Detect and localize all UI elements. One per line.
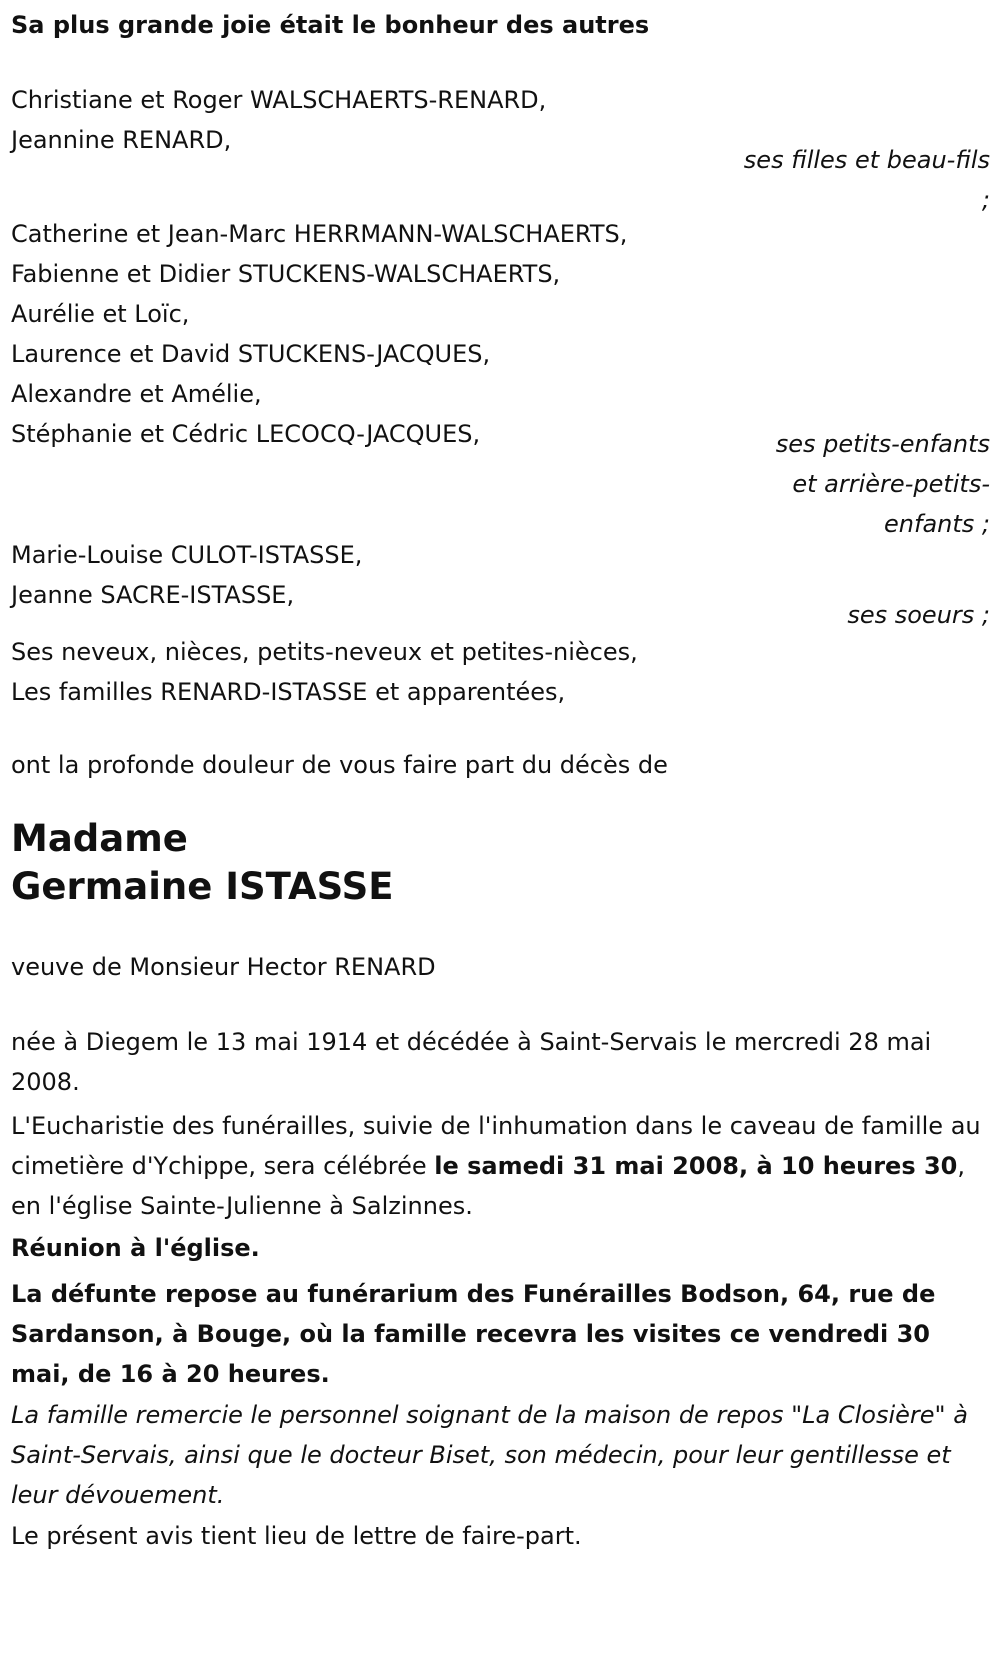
- relation-line: ;: [981, 186, 990, 214]
- funeral-paragraph: [11, 1106, 996, 1226]
- funeral-text-before: L'Eucharistie des funérailles, suivie de l'inhumation dans le caveau de famille au cimetière d'Ychippe, sera célébrée: [11, 1112, 981, 1180]
- thanks-text: La famille remercie le personnel soignant de la maison de repos "La Closière" à Saint-Servais, ainsi que le docteur Biset, son médecin, pour leur gentillesse et leur dévouement.: [11, 1401, 968, 1509]
- spouse-text: veuve de Monsieur Hector RENARD: [11, 953, 436, 981]
- announcement: [11, 745, 991, 785]
- relation-line: ses petits-enfants: [775, 430, 990, 458]
- family-group-sisters: [11, 535, 991, 615]
- relation-line: enfants ;: [884, 510, 990, 538]
- notice: [11, 1516, 991, 1556]
- family-name: Catherine et Jean-Marc HERRMANN-WALSCHAERTS,: [11, 220, 628, 248]
- relation-line: ses soeurs ;: [847, 601, 990, 629]
- family-name: Laurence et David STUCKENS-JACQUES,: [11, 340, 491, 368]
- family-name: Les familles RENARD-ISTASSE et apparentées,: [11, 678, 566, 706]
- funeral-info: [11, 1106, 996, 1226]
- relation-grandchildren: [776, 424, 990, 544]
- relation-sisters: [847, 595, 990, 635]
- visitation-text: La défunte repose au funérarium des Funérailles Bodson, 64, rue de Sardanson, à Bouge, où la famille recevra les visites ce vendredi 30 mai, de 16 à 20 heures.: [11, 1280, 936, 1388]
- reunion-info: [11, 1228, 991, 1268]
- heading-text: Sa plus grande joie était le bonheur des autres: [11, 11, 650, 39]
- funeral-date: le samedi 31 mai 2008, à 10 heures 30: [434, 1152, 958, 1180]
- birth-death-text: née à Diegem le 13 mai 1914 et décédée à Saint-Servais le mercredi 28 mai 2008.: [11, 1028, 932, 1096]
- family-name: Stéphanie et Cédric LECOCQ-JACQUES,: [11, 420, 481, 448]
- family-name: Alexandre et Amélie,: [11, 380, 262, 408]
- family-group-grandchildren: [11, 214, 991, 454]
- relation-line: ses filles et beau-fils: [743, 146, 990, 174]
- reunion-text: Réunion à l'église.: [11, 1234, 260, 1262]
- deceased-title: Madame: [11, 817, 188, 860]
- relation-daughters: [744, 140, 990, 220]
- family-name: Fabienne et Didier STUCKENS-WALSCHAERTS,: [11, 260, 561, 288]
- deceased-name: [11, 815, 991, 911]
- family-name: Aurélie et Loïc,: [11, 300, 190, 328]
- announcement-text: ont la profonde douleur de vous faire part du décès de: [11, 751, 668, 779]
- visitation-info: [11, 1274, 986, 1394]
- family-name: Jeanne SACRE-ISTASSE,: [11, 581, 295, 609]
- spouse-info: [11, 947, 991, 987]
- family-name: Jeannine RENARD,: [11, 126, 232, 154]
- deceased-full-name: Germaine ISTASSE: [11, 865, 394, 908]
- notice-text: Le présent avis tient lieu de lettre de faire-part.: [11, 1522, 582, 1550]
- heading: [11, 5, 991, 45]
- extended-family: [11, 632, 991, 712]
- family-name: Christiane et Roger WALSCHAERTS-RENARD,: [11, 86, 547, 114]
- relation-line: et arrière-petits-: [792, 470, 990, 498]
- family-name: Marie-Louise CULOT-ISTASSE,: [11, 541, 363, 569]
- birth-death-info: [11, 1022, 986, 1102]
- family-name: Ses neveux, nièces, petits-neveux et petites-nièces,: [11, 638, 638, 666]
- thanks-info: [11, 1395, 971, 1515]
- funeral-text-after: , en l'église Sainte-Julienne à Salzinnes.: [11, 1152, 965, 1220]
